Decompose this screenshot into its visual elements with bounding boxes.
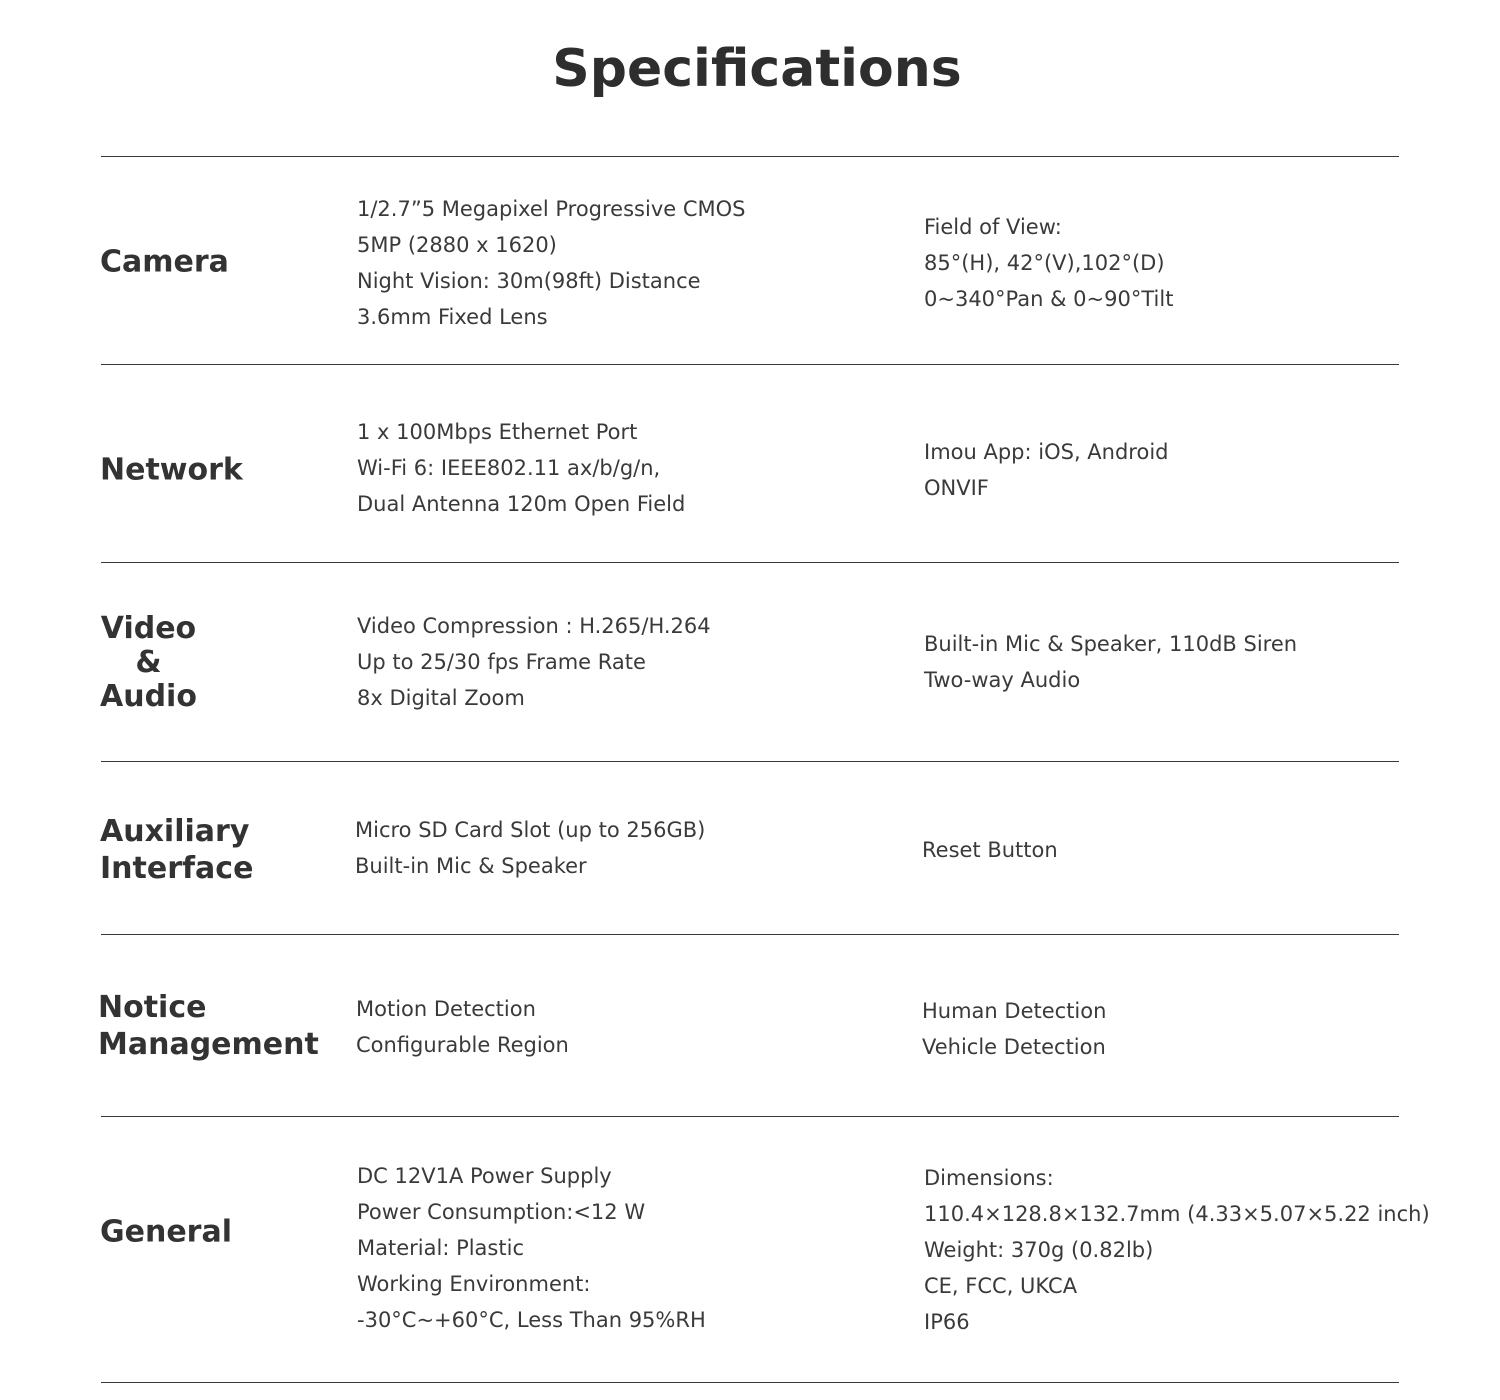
category-label: General bbox=[100, 1214, 232, 1250]
spec-line: Motion Detection bbox=[356, 997, 536, 1021]
spec-line: Built-in Mic & Speaker bbox=[355, 854, 587, 878]
spec-line: DC 12V1A Power Supply bbox=[357, 1164, 612, 1188]
spec-line: Dimensions: bbox=[924, 1166, 1054, 1190]
divider bbox=[101, 364, 1399, 365]
divider bbox=[101, 1116, 1399, 1117]
category-label: Notice bbox=[98, 990, 207, 1025]
category-label: Network bbox=[100, 452, 243, 488]
spec-line: ONVIF bbox=[924, 476, 989, 500]
auxiliary-specs-left bbox=[355, 812, 705, 884]
spec-line: Imou App: iOS, Android bbox=[924, 440, 1169, 464]
spec-line: Vehicle Detection bbox=[922, 1035, 1106, 1059]
spec-line: 8x Digital Zoom bbox=[357, 686, 525, 710]
notice-specs-right bbox=[922, 993, 1106, 1065]
spec-line: Two-way Audio bbox=[924, 668, 1081, 692]
category-label: & bbox=[135, 645, 162, 680]
spec-line: 1 x 100Mbps Ethernet Port bbox=[357, 420, 638, 444]
spec-line: Human Detection bbox=[922, 999, 1107, 1023]
spec-line: Night Vision: 30m(98ft) Distance bbox=[357, 269, 701, 293]
video-audio-specs-left bbox=[357, 608, 711, 716]
spec-line: Power Consumption:<12 W bbox=[357, 1200, 646, 1224]
spec-line: 3.6mm Fixed Lens bbox=[357, 305, 548, 329]
general-specs-right bbox=[924, 1160, 1430, 1340]
spec-line: Built-in Mic & Speaker, 110dB Siren bbox=[924, 632, 1298, 656]
category-label: Camera bbox=[100, 244, 229, 280]
spec-line: Field of View: bbox=[924, 215, 1062, 239]
spec-line: Wi-Fi 6: IEEE802.11 ax/b/g/n, bbox=[357, 456, 661, 480]
category-camera bbox=[100, 244, 229, 281]
spec-line: 1/2.7”5 Megapixel Progressive CMOS bbox=[357, 197, 746, 221]
divider bbox=[101, 562, 1399, 563]
spec-line: IP66 bbox=[924, 1310, 970, 1334]
spec-line: Weight: 370g (0.82lb) bbox=[924, 1238, 1154, 1262]
spec-line: Video Compression : H.265/H.264 bbox=[357, 614, 711, 638]
notice-specs-left bbox=[356, 991, 569, 1063]
divider bbox=[101, 156, 1399, 157]
general-specs-left bbox=[357, 1158, 706, 1338]
camera-specs-right bbox=[924, 209, 1173, 317]
category-network bbox=[100, 452, 243, 489]
category-video-audio bbox=[100, 612, 197, 714]
divider bbox=[101, 761, 1399, 762]
camera-specs-left bbox=[357, 191, 745, 335]
network-specs-left bbox=[357, 414, 685, 522]
category-label: Auxiliary bbox=[100, 814, 250, 849]
divider bbox=[101, 1382, 1399, 1383]
network-specs-right bbox=[924, 434, 1169, 506]
divider bbox=[101, 934, 1399, 935]
page-title: Specifications bbox=[552, 39, 962, 99]
spec-line: 0~340°Pan & 0~90°Tilt bbox=[924, 287, 1174, 311]
auxiliary-specs-right bbox=[922, 832, 1058, 868]
category-label: Audio bbox=[100, 679, 197, 714]
spec-line: 85°(H), 42°(V),102°(D) bbox=[924, 251, 1165, 275]
spec-line: 5MP (2880 x 1620) bbox=[357, 233, 557, 257]
category-auxiliary-interface bbox=[100, 813, 253, 887]
spec-line: Material: Plastic bbox=[357, 1236, 524, 1260]
spec-line: CE, FCC, UKCA bbox=[924, 1274, 1078, 1298]
category-label: Interface bbox=[100, 851, 254, 886]
spec-line: Reset Button bbox=[922, 838, 1058, 862]
spec-line: Configurable Region bbox=[356, 1033, 569, 1057]
video-audio-specs-right bbox=[924, 626, 1297, 698]
category-label: Video bbox=[100, 611, 197, 646]
spec-line: Micro SD Card Slot (up to 256GB) bbox=[355, 818, 706, 842]
spec-line: Up to 25/30 fps Frame Rate bbox=[357, 650, 646, 674]
spec-line: Dual Antenna 120m Open Field bbox=[357, 492, 686, 516]
category-general bbox=[100, 1214, 232, 1251]
spec-line: Working Environment: bbox=[357, 1272, 591, 1296]
spec-line: 110.4×128.8×132.7mm (4.33×5.07×5.22 inch) bbox=[924, 1202, 1430, 1226]
spec-line: -30°C~+60°C, Less Than 95%RH bbox=[357, 1308, 706, 1332]
category-label: Management bbox=[98, 1027, 319, 1062]
category-notice-management bbox=[98, 989, 319, 1063]
